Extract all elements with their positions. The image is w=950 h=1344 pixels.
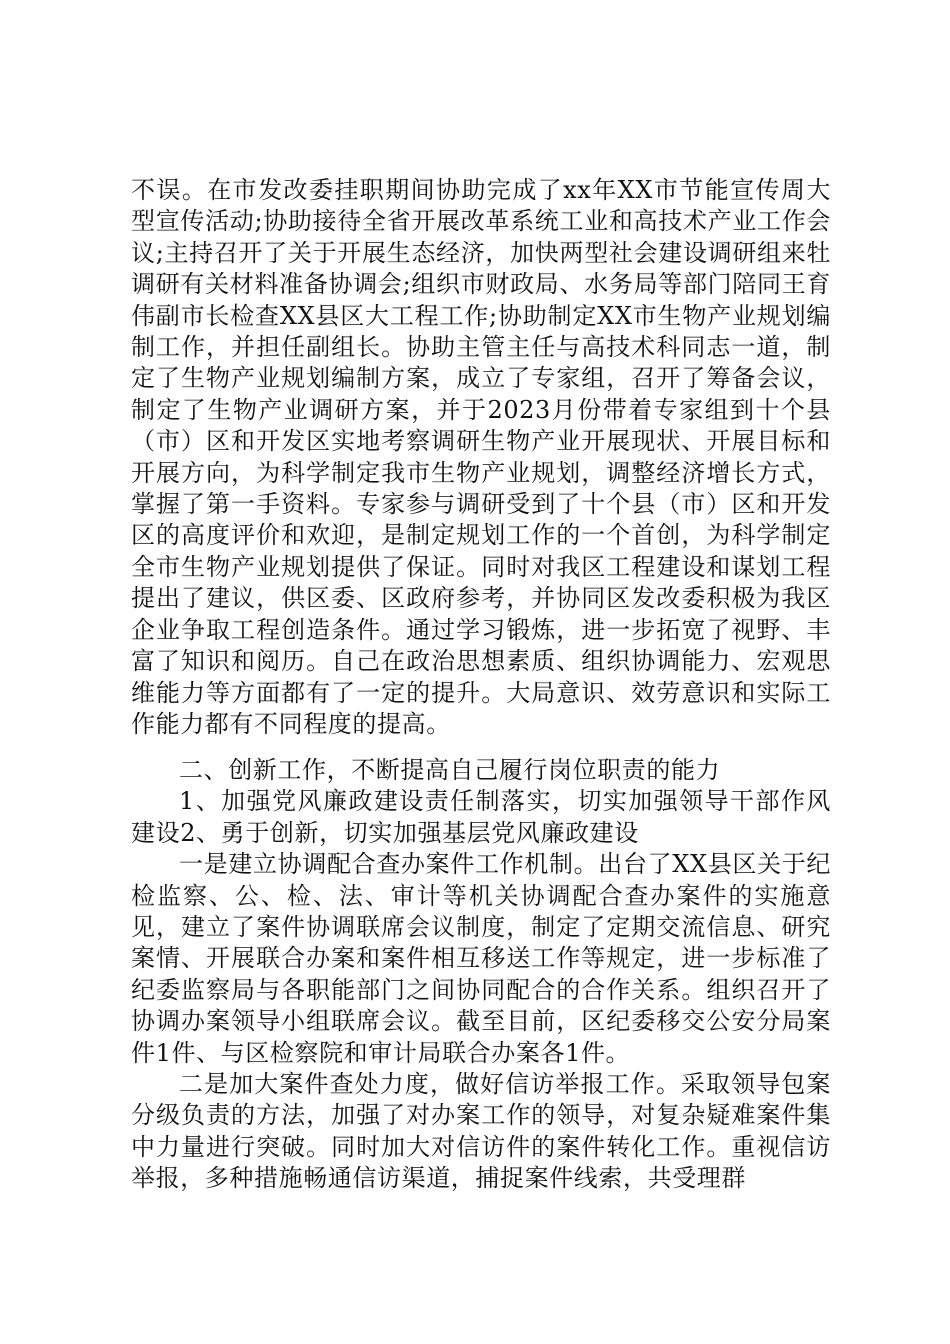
document-body-bottom	[131, 755, 831, 1195]
subheading: 1、加强党风廉政建设责任制落实，切实加强领导干部作风建设2、勇于创新，切实加强基层党风廉政建设	[131, 787, 831, 847]
continuation-paragraph: 不误。在市发改委挂职期间协助完成了xx年XX市节能宣传周大型宣传活动;协助接待全省开展改革系统工业和高技术产业工作会议;主持召开了关于开展生态经济，加快两型社会建设调研组来牡调研有关材料准备协调会;组织市财政局、水务局等部门陪同王育伟副市长检查XX县区大工程工作;协助制定XX市生物产业规划编制工作，并担任副组长。协助主管主任与高技术科同志一道，制定了生物产业规划编制方案，成立了专家组，召开了筹备会议，制定了生物产业调研方案，并于2023月份带着专家组到十个县（市）区和开发区实地考察调研生物产业开展现状、开展目标和开展方向，为科学制定我市生物产业规划，调整经济增长方式，掌握了第一手资料。专家参与调研受到了十个县（市）区和开发区的高度评价和欢迎，是制定规划工作的一个首创，为科学制定全市生物产业规划提供了保证。同时对我区工程建设和谋划工程提出了建议，供区委、区政府参考，并协同区发改委积极为我区企业争取工程创造条件。通过学习锻炼，进一步拓宽了视野、丰富了知识和阅历。自己在政治思想素质、组织协调能力、宏观思维能力等方面都有了一定的提升。大局意识、效劳意识和实际工作能力都有不同程度的提高。	[131, 176, 831, 738]
body-paragraph-1: 一是建立协调配合查办案件工作机制。出台了XX县区关于纪检监察、公、检、法、审计等机关协调配合查办案件的实施意见，建立了案件协调联席会议制度，制定了定期交流信息、研究案情、开展联合办案和案件相互移送工作等规定，进一步标准了纪委监察局与各职能部门之间协同配合的合作关系。组织召开了协调办案领导小组联席会议。截至目前，区纪委移交公安分局案件1件、与区检察院和审计局联合办案各1件。	[131, 850, 831, 1067]
body-paragraph-2: 二是加大案件查处力度，做好信访举报工作。采取领导包案分级负责的方法，加强了对办案工作的领导，对复杂疑难案件集中力量进行突破。同时加大对信访件的案件转化工作。重视信访举报，多种措施畅通信访渠道，捕捉案件线索，共受理群	[131, 1070, 831, 1193]
section-heading: 二、创新工作，不断提高自己履行岗位职责的能力	[179, 756, 721, 784]
document-body-top	[131, 175, 831, 740]
